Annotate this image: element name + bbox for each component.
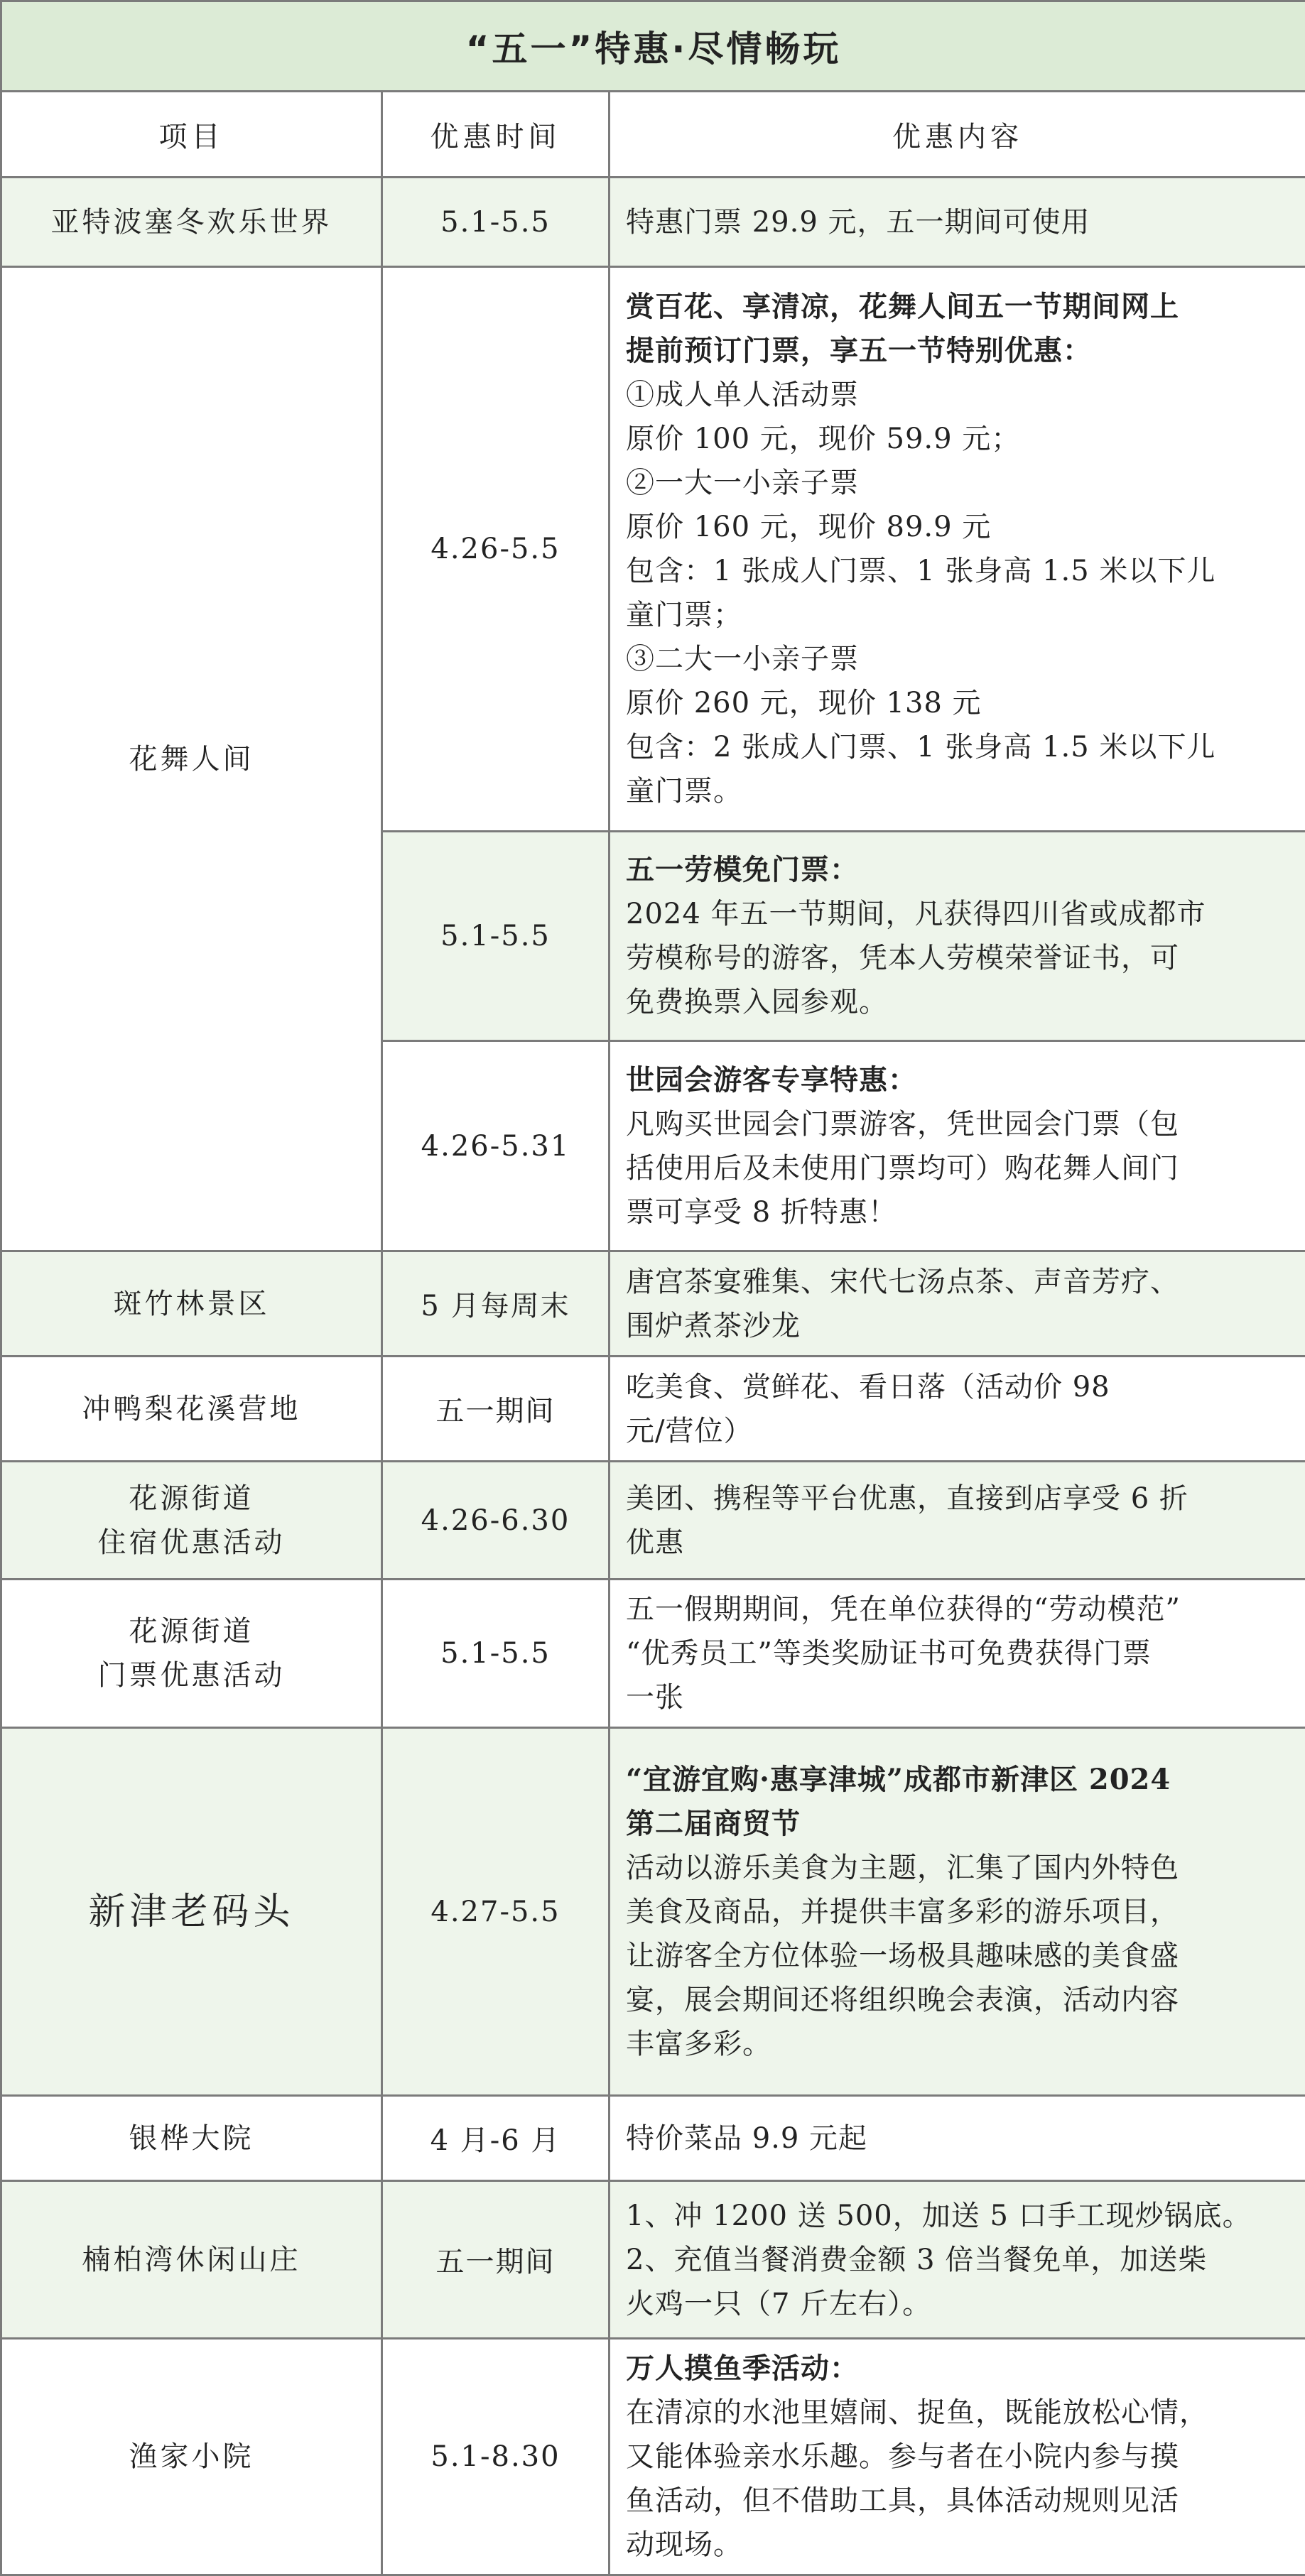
content-line: 世园会游客专享特惠： (626, 1058, 1289, 1102)
project-name-line: 花源街道 (2, 1609, 381, 1653)
content-line: 票可享受 8 折特惠！ (626, 1190, 1289, 1234)
table-row (1, 2339, 1305, 2575)
content-line: 童门票。 (626, 769, 1289, 813)
content-line: “宜游宜购·惠享津城”成都市新津区 2024 (626, 1758, 1289, 1802)
promo-content (610, 2339, 1305, 2575)
table-row (1, 1728, 1305, 2096)
promo-time: 5.1-8.30 (382, 2339, 610, 2575)
promo-content (610, 178, 1305, 267)
table-row (1, 1462, 1305, 1580)
content-line: 宴，展会期间还将组织晚会表演，活动内容 (626, 1978, 1289, 2022)
promo-content (610, 1728, 1305, 2096)
table-row (1, 178, 1305, 267)
title-row (1, 1, 1305, 92)
content-line: ②一大一小亲子票 (626, 461, 1289, 505)
promo-content (610, 832, 1305, 1041)
content-line: 在清凉的水池里嬉闹、捉鱼，既能放松心情， (626, 2391, 1289, 2435)
content-line: 唐宫茶宴雅集、宋代七汤点茶、声音芳疗、 (626, 1260, 1289, 1304)
table-row (1, 1580, 1305, 1728)
project-name: 亚特波塞冬欢乐世界 (1, 178, 382, 267)
content-line: 丰富多彩。 (626, 2022, 1289, 2066)
content-line: 围炉煮茶沙龙 (626, 1304, 1289, 1348)
promo-content (610, 2096, 1305, 2181)
content-line: 包含：2 张成人门票、1 张身高 1.5 米以下儿 (626, 725, 1289, 769)
promo-content (610, 1251, 1305, 1357)
promo-time: 4.27-5.5 (382, 1728, 610, 2096)
content-line: 赏百花、享清凉，花舞人间五一节期间网上 (626, 285, 1289, 329)
table-row (1, 1357, 1305, 1462)
table-row (1, 2181, 1305, 2339)
content-line: 万人摸鱼季活动： (626, 2347, 1289, 2391)
content-line: 动现场。 (626, 2523, 1289, 2567)
project-name-line: 花源街道 (2, 1477, 381, 1521)
content-line: 2024 年五一节期间，凡获得四川省或成都市 (626, 892, 1289, 936)
content-line: ①成人单人活动票 (626, 373, 1289, 417)
project-name-line: 住宿优惠活动 (2, 1521, 381, 1565)
content-line: 美食及商品，并提供丰富多彩的游乐项目， (626, 1890, 1289, 1934)
content-line: 鱼活动，但不借助工具，具体活动规则见活 (626, 2479, 1289, 2523)
promo-time: 4.26-5.5 (382, 267, 610, 832)
content-line: 又能体验亲水乐趣。参与者在小院内参与摸 (626, 2435, 1289, 2479)
content-line: 让游客全方位体验一场极具趣味感的美食盛 (626, 1934, 1289, 1978)
promo-time: 5.1-5.5 (382, 178, 610, 267)
content-line: 火鸡一只（7 斤左右）。 (626, 2282, 1289, 2326)
project-name: 银桦大院 (1, 2096, 382, 2181)
content-line: 特惠门票 29.9 元，五一期间可使用 (626, 200, 1289, 244)
promo-time: 五一期间 (382, 1357, 610, 1462)
project-name: 渔家小院 (1, 2339, 382, 2575)
project-name-line: 门票优惠活动 (2, 1653, 381, 1697)
content-line: 原价 260 元，现价 138 元 (626, 681, 1289, 725)
content-line: 包含：1 张成人门票、1 张身高 1.5 米以下儿 (626, 549, 1289, 593)
content-line: 凡购买世园会门票游客，凭世园会门票（包 (626, 1102, 1289, 1146)
content-line: 括使用后及未使用门票均可）购花舞人间门 (626, 1146, 1289, 1190)
promo-time: 5 月每周末 (382, 1251, 610, 1357)
project-name (1, 1462, 382, 1580)
content-line: ③二大一小亲子票 (626, 637, 1289, 681)
project-name: 新津老码头 (1, 1728, 382, 2096)
content-line: 特价菜品 9.9 元起 (626, 2116, 1289, 2161)
project-name (1, 1580, 382, 1728)
table-row (1, 1251, 1305, 1357)
promo-content (610, 1462, 1305, 1580)
content-line: 一张 (626, 1675, 1289, 1719)
promo-content (610, 2181, 1305, 2339)
content-line: 元/营位） (626, 1409, 1289, 1453)
content-line: 提前预订门票，享五一节特别优惠： (626, 329, 1289, 373)
table-row (1, 267, 1305, 832)
content-line: 劳模称号的游客，凭本人劳模荣誉证书，可 (626, 936, 1289, 980)
content-line: 美团、携程等平台优惠，直接到店享受 6 折 (626, 1477, 1289, 1521)
header-content: 优惠内容 (610, 92, 1305, 178)
promo-time: 4.26-5.31 (382, 1041, 610, 1251)
project-name: 斑竹林景区 (1, 1251, 382, 1357)
content-line: 五一假期期间，凭在单位获得的“劳动模范” (626, 1587, 1289, 1631)
content-line: 活动以游乐美食为主题，汇集了国内外特色 (626, 1846, 1289, 1890)
header-time: 优惠时间 (382, 92, 610, 178)
content-line: 1、冲 1200 送 500，加送 5 口手工现炒锅底。 (626, 2194, 1289, 2238)
promo-time: 五一期间 (382, 2181, 610, 2339)
content-line: 免费换票入园参观。 (626, 980, 1289, 1024)
content-line: 吃美食、赏鲜花、看日落（活动价 98 (626, 1365, 1289, 1409)
promo-time: 4.26-6.30 (382, 1462, 610, 1580)
content-line: 2、充值当餐消费金额 3 倍当餐免单，加送柴 (626, 2238, 1289, 2282)
header-project: 项目 (1, 92, 382, 178)
project-name: 冲鸭梨花溪营地 (1, 1357, 382, 1462)
content-line: 第二届商贸节 (626, 1802, 1289, 1846)
content-line: 童门票； (626, 593, 1289, 637)
promo-content (610, 1580, 1305, 1728)
content-line: “优秀员工”等类奖励证书可免费获得门票 (626, 1631, 1289, 1675)
project-name: 楠柏湾休闲山庄 (1, 2181, 382, 2339)
content-line: 五一劳模免门票： (626, 848, 1289, 892)
table-title: “五一”特惠·尽情畅玩 (1, 1, 1305, 92)
promo-content (610, 1357, 1305, 1462)
content-line: 原价 160 元，现价 89.9 元 (626, 505, 1289, 549)
promo-time: 4 月-6 月 (382, 2096, 610, 2181)
content-line: 优惠 (626, 1521, 1289, 1565)
promo-time: 5.1-5.5 (382, 1580, 610, 1728)
content-line: 原价 100 元，现价 59.9 元； (626, 417, 1289, 461)
promo-time: 5.1-5.5 (382, 832, 610, 1041)
promo-content (610, 267, 1305, 832)
header-row (1, 92, 1305, 178)
promo-content (610, 1041, 1305, 1251)
table-row (1, 2096, 1305, 2181)
project-name: 花舞人间 (1, 267, 382, 1251)
